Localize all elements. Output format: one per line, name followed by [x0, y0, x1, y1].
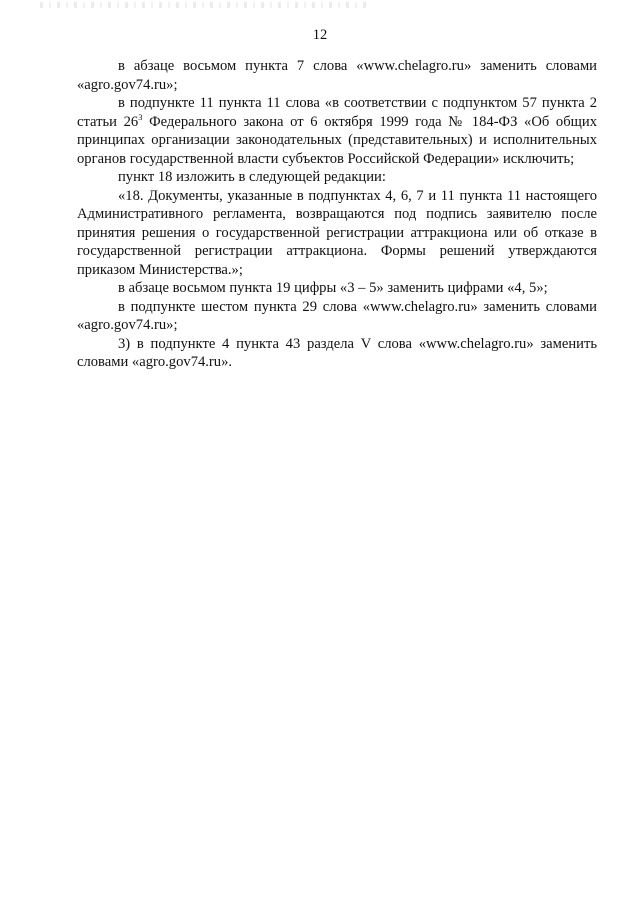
paragraph-7: 3) в подпункте 4 пункта 43 раздела V слова «www.chelagro.ru» заменить словами «agro.gov74.ru». — [77, 335, 597, 370]
paragraph-5: в абзаце восьмом пункта 19 цифры «3 – 5» заменить цифрами «4, 5»; — [118, 280, 548, 296]
paragraph-2-text-before: в подпункте 11 пункта 11 слова «в соответствии с подпунктом 57 пункта 2 статьи 26 — [77, 95, 597, 130]
paragraph-6: в подпункте шестом пункта 29 слова «www.chelagro.ru» заменить словами «agro.gov74.ru»; — [77, 298, 597, 333]
page-number: 12 — [312, 27, 328, 43]
paragraph-2-superscript: 3 — [138, 111, 143, 122]
paragraph-2-text-after: Федерального закона от 6 октября 1999 года № 184-ФЗ «Об общих принципах организации законодательных (представительных) и исполнительных органов государственной власти субъектов Российской Федерации» исключить; — [77, 113, 597, 167]
paragraph-3: пункт 18 изложить в следующей редакции: — [118, 169, 386, 185]
document-body — [77, 57, 597, 372]
paragraph-2 — [77, 94, 597, 168]
paragraph-4: «18. Документы, указанные в подпунктах 4, 6, 7 и 11 пункта 11 настоящего Административного регламента, возвращаются под подпись заявителю после принятия решения о государственной регистрации аттракциона или об отказе в государственной регистрации аттракциона. Формы решений утверждаются приказом Министерства.»; — [77, 187, 597, 278]
scan-artifact — [40, 2, 370, 8]
paragraph-1: в абзаце восьмом пункта 7 слова «www.chelagro.ru» заменить словами «agro.gov74.ru»; — [77, 58, 597, 93]
